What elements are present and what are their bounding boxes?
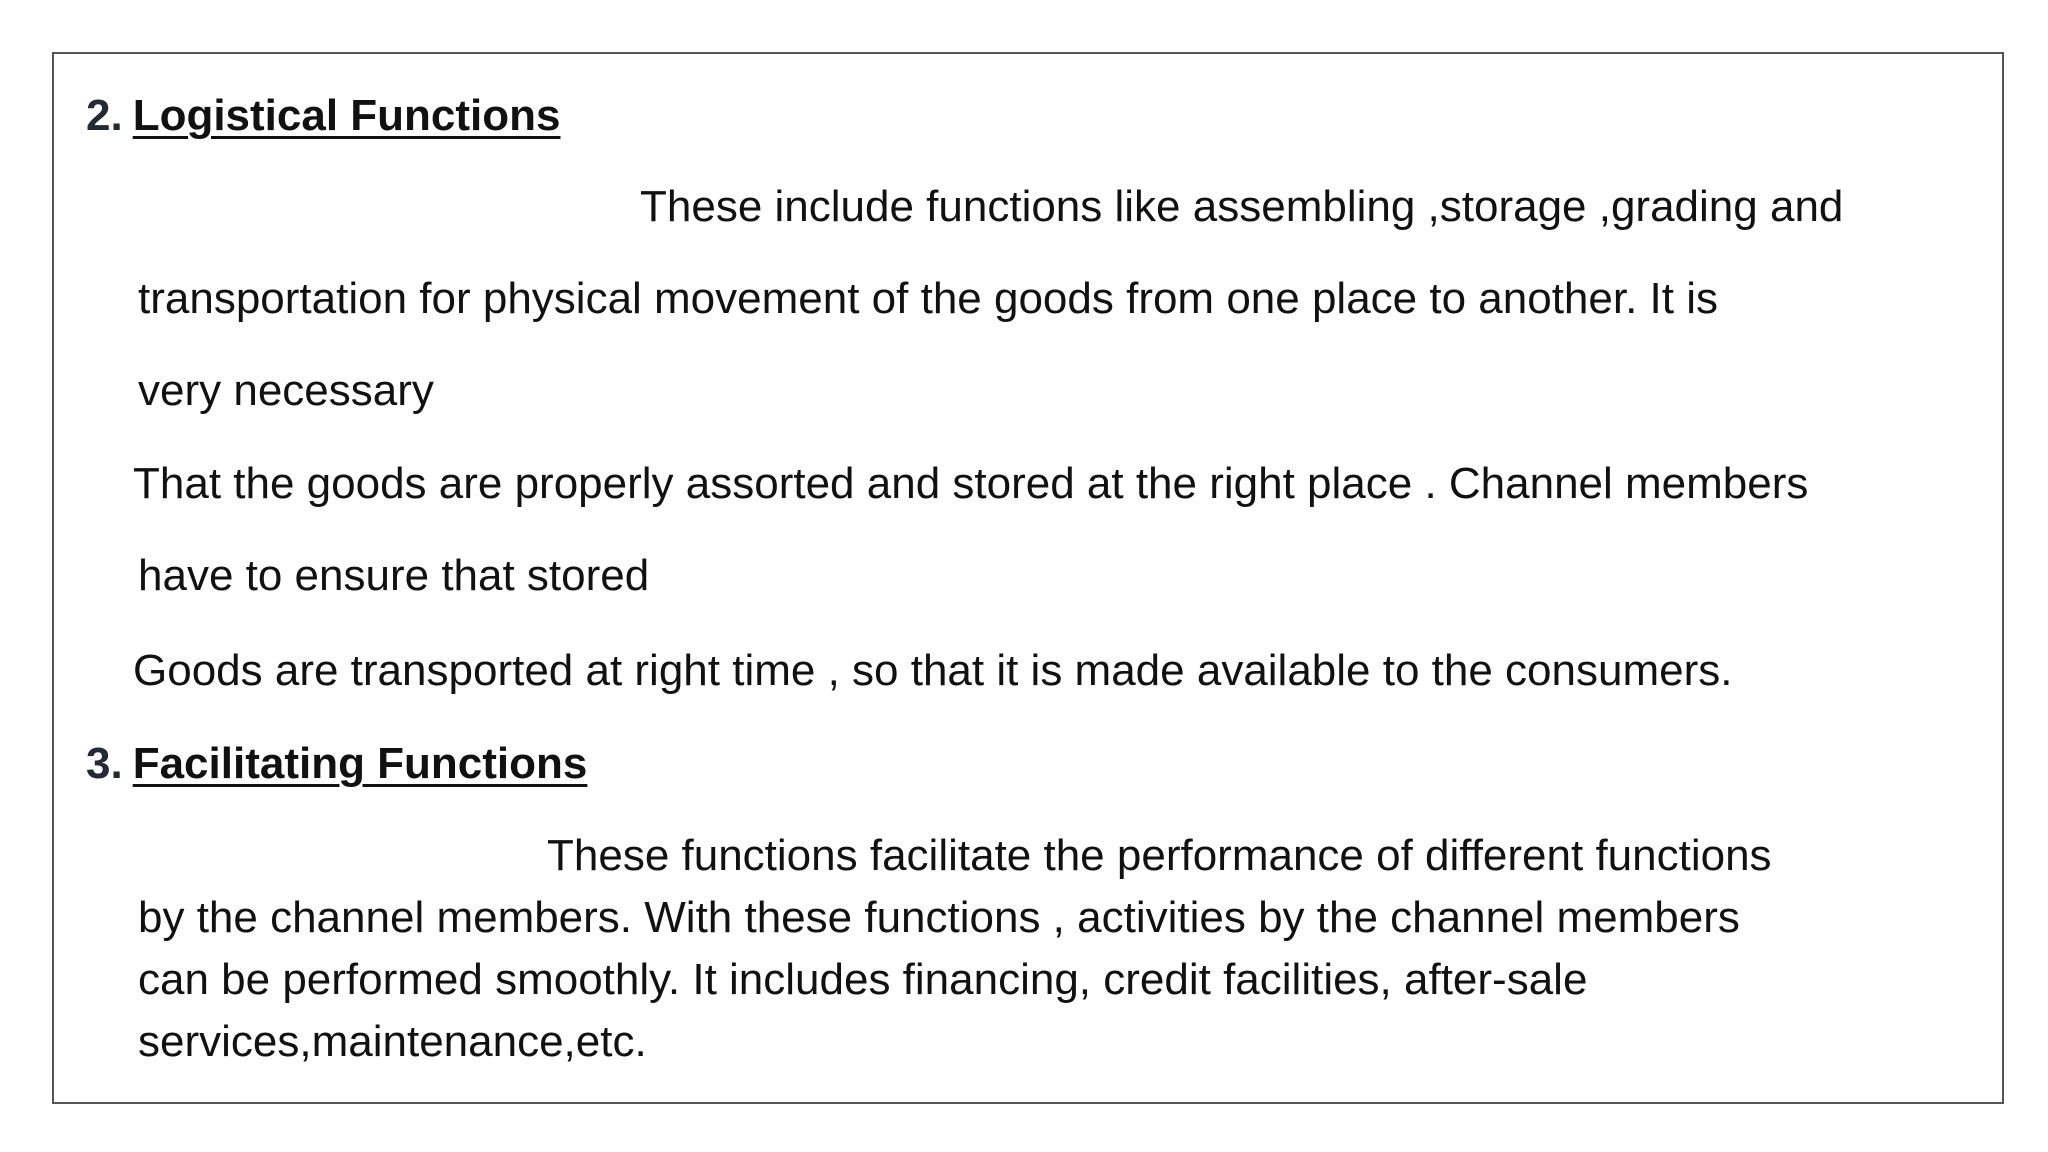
body-line: can be performed smoothly. It includes financing, credit facilities, after-sale: [138, 955, 1588, 1004]
body-line: transportation for physical movement of the goods from one place to another. It is: [138, 274, 1718, 323]
body-line: services,maintenance,etc.: [138, 1017, 647, 1066]
body-line: very necessary: [138, 366, 434, 415]
body-line: have to ensure that stored: [138, 551, 650, 600]
body-line: These functions facilitate the performance of different functions: [547, 831, 1772, 880]
section-number: 3.: [86, 739, 123, 788]
section-title: Facilitating Functions: [132, 739, 588, 788]
section-heading-logistical: [86, 90, 561, 142]
section-number: 2.: [86, 91, 123, 140]
body-line: by the channel members. With these functions , activities by the channel members: [138, 893, 1740, 942]
section-heading-facilitating: [86, 738, 587, 790]
body-line: That the goods are properly assorted and stored at the right place . Channel members: [133, 459, 1809, 508]
section-title: Logistical Functions: [132, 91, 561, 140]
body-line: Goods are transported at right time , so that it is made available to the consumers.: [133, 646, 1733, 695]
body-line: These include functions like assembling ,storage ,grading and: [640, 182, 1844, 231]
